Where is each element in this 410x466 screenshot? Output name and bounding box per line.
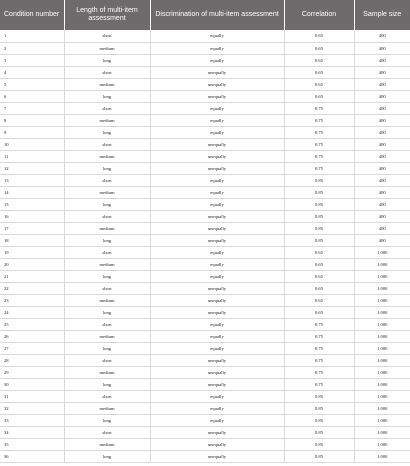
cell-sample-size: 1,000	[354, 306, 410, 318]
cell-condition-number: 12	[0, 162, 64, 174]
cell-length: long	[64, 378, 150, 390]
cell-correlation: 0.65	[284, 30, 354, 42]
cell-correlation: 0.75	[284, 162, 354, 174]
cell-discrimination: equally	[150, 102, 284, 114]
cell-sample-size: 1,000	[354, 390, 410, 402]
cell-sample-size: 1,000	[354, 282, 410, 294]
table-row	[0, 390, 410, 402]
table-row	[0, 414, 410, 426]
table-row	[0, 342, 410, 354]
cell-correlation: 0.85	[284, 390, 354, 402]
table-row	[0, 366, 410, 378]
cell-condition-number: 25	[0, 318, 64, 330]
cell-length: short	[64, 426, 150, 438]
table-header	[0, 0, 410, 30]
header-discrimination: Discrimination of multi-item assessment	[150, 0, 284, 30]
table-row	[0, 42, 410, 54]
header-row	[0, 0, 410, 30]
cell-condition-number: 9	[0, 126, 64, 138]
cell-correlation: 0.75	[284, 150, 354, 162]
cell-sample-size: 1,000	[354, 378, 410, 390]
table-row	[0, 186, 410, 198]
cell-length: medium	[64, 114, 150, 126]
cell-sample-size: 400	[354, 198, 410, 210]
cell-condition-number: 32	[0, 402, 64, 414]
cell-length: short	[64, 246, 150, 258]
table-row	[0, 138, 410, 150]
cell-length: long	[64, 306, 150, 318]
table-row	[0, 354, 410, 366]
cell-correlation: 0.65	[284, 258, 354, 270]
cell-correlation: 0.85	[284, 222, 354, 234]
cell-length: long	[64, 270, 150, 282]
cell-sample-size: 1,000	[354, 426, 410, 438]
cell-correlation: 0.85	[284, 450, 354, 462]
cell-sample-size: 400	[354, 186, 410, 198]
cell-condition-number: 15	[0, 198, 64, 210]
cell-sample-size: 400	[354, 138, 410, 150]
cell-sample-size: 1,000	[354, 318, 410, 330]
cell-sample-size: 1,000	[354, 294, 410, 306]
cell-sample-size: 1,000	[354, 270, 410, 282]
cell-correlation: 0.75	[284, 126, 354, 138]
table-row	[0, 378, 410, 390]
cell-sample-size: 400	[354, 78, 410, 90]
cell-length: long	[64, 90, 150, 102]
cell-discrimination: equally	[150, 186, 284, 198]
table-row	[0, 282, 410, 294]
cell-discrimination: unequally	[150, 222, 284, 234]
cell-correlation: 0.75	[284, 102, 354, 114]
cell-correlation: 0.65	[284, 90, 354, 102]
cell-condition-number: 28	[0, 354, 64, 366]
table-row	[0, 438, 410, 450]
cell-discrimination: unequally	[150, 426, 284, 438]
cell-condition-number: 21	[0, 270, 64, 282]
table-row	[0, 30, 410, 42]
cell-correlation: 0.85	[284, 210, 354, 222]
cell-correlation: 0.75	[284, 330, 354, 342]
cell-discrimination: unequally	[150, 354, 284, 366]
cell-condition-number: 4	[0, 66, 64, 78]
cell-discrimination: unequally	[150, 450, 284, 462]
cell-sample-size: 1,000	[354, 354, 410, 366]
cell-length: medium	[64, 186, 150, 198]
table-row	[0, 210, 410, 222]
cell-sample-size: 400	[354, 210, 410, 222]
table-row	[0, 330, 410, 342]
cell-condition-number: 27	[0, 342, 64, 354]
cell-length: short	[64, 102, 150, 114]
cell-sample-size: 400	[354, 234, 410, 246]
cell-discrimination: unequally	[150, 438, 284, 450]
cell-length: medium	[64, 222, 150, 234]
table-row	[0, 54, 410, 66]
cell-correlation: 0.85	[284, 426, 354, 438]
cell-length: medium	[64, 258, 150, 270]
cell-length: medium	[64, 330, 150, 342]
header-condition-number: Condition number	[0, 0, 64, 30]
cell-length: short	[64, 138, 150, 150]
cell-length: medium	[64, 294, 150, 306]
cell-discrimination: equally	[150, 258, 284, 270]
cell-discrimination: unequally	[150, 78, 284, 90]
cell-discrimination: equally	[150, 174, 284, 186]
cell-condition-number: 29	[0, 366, 64, 378]
cell-condition-number: 14	[0, 186, 64, 198]
cell-correlation: 0.85	[284, 438, 354, 450]
cell-sample-size: 400	[354, 90, 410, 102]
cell-condition-number: 33	[0, 414, 64, 426]
cell-correlation: 0.85	[284, 198, 354, 210]
cell-length: long	[64, 54, 150, 66]
cell-condition-number: 22	[0, 282, 64, 294]
cell-length: short	[64, 282, 150, 294]
cell-sample-size: 400	[354, 150, 410, 162]
cell-discrimination: unequally	[150, 306, 284, 318]
table-row	[0, 426, 410, 438]
cell-condition-number: 2	[0, 42, 64, 54]
cell-discrimination: equally	[150, 114, 284, 126]
cell-discrimination: unequally	[150, 66, 284, 78]
cell-correlation: 0.65	[284, 42, 354, 54]
cell-sample-size: 400	[354, 114, 410, 126]
table-row	[0, 450, 410, 462]
cell-length: short	[64, 66, 150, 78]
cell-condition-number: 36	[0, 450, 64, 462]
table-row	[0, 306, 410, 318]
table-row	[0, 198, 410, 210]
cell-condition-number: 7	[0, 102, 64, 114]
cell-condition-number: 34	[0, 426, 64, 438]
cell-condition-number: 1	[0, 30, 64, 42]
cell-sample-size: 1,000	[354, 246, 410, 258]
table-row	[0, 162, 410, 174]
table-row	[0, 222, 410, 234]
cell-condition-number: 18	[0, 234, 64, 246]
header-correlation: Correlation	[284, 0, 354, 30]
cell-sample-size: 1,000	[354, 342, 410, 354]
cell-correlation: 0.65	[284, 66, 354, 78]
cell-discrimination: unequally	[150, 90, 284, 102]
cell-correlation: 0.65	[284, 282, 354, 294]
cell-correlation: 0.75	[284, 318, 354, 330]
cell-length: medium	[64, 78, 150, 90]
cell-correlation: 0.75	[284, 354, 354, 366]
cell-condition-number: 5	[0, 78, 64, 90]
cell-correlation: 0.85	[284, 174, 354, 186]
table-row	[0, 174, 410, 186]
cell-correlation: 0.65	[284, 294, 354, 306]
cell-condition-number: 3	[0, 54, 64, 66]
cell-sample-size: 1,000	[354, 450, 410, 462]
cell-length: long	[64, 126, 150, 138]
cell-length: short	[64, 174, 150, 186]
cell-discrimination: unequally	[150, 150, 284, 162]
table-row	[0, 126, 410, 138]
cell-discrimination: equally	[150, 246, 284, 258]
cell-discrimination: equally	[150, 270, 284, 282]
cell-discrimination: equally	[150, 126, 284, 138]
table-row	[0, 102, 410, 114]
cell-correlation: 0.75	[284, 378, 354, 390]
cell-discrimination: unequally	[150, 210, 284, 222]
cell-condition-number: 24	[0, 306, 64, 318]
cell-condition-number: 19	[0, 246, 64, 258]
cell-condition-number: 8	[0, 114, 64, 126]
cell-length: medium	[64, 438, 150, 450]
cell-discrimination: equally	[150, 198, 284, 210]
cell-discrimination: equally	[150, 54, 284, 66]
cell-discrimination: unequally	[150, 162, 284, 174]
cell-correlation: 0.65	[284, 54, 354, 66]
table-body	[0, 30, 410, 462]
cell-discrimination: unequally	[150, 366, 284, 378]
cell-sample-size: 1,000	[354, 330, 410, 342]
cell-correlation: 0.65	[284, 78, 354, 90]
cell-discrimination: equally	[150, 30, 284, 42]
cell-sample-size: 400	[354, 162, 410, 174]
cell-condition-number: 16	[0, 210, 64, 222]
cell-length: medium	[64, 42, 150, 54]
cell-condition-number: 13	[0, 174, 64, 186]
cell-sample-size: 400	[354, 42, 410, 54]
cell-sample-size: 400	[354, 126, 410, 138]
cell-sample-size: 1,000	[354, 402, 410, 414]
cell-length: long	[64, 234, 150, 246]
cell-length: long	[64, 450, 150, 462]
cell-length: short	[64, 390, 150, 402]
cell-sample-size: 1,000	[354, 366, 410, 378]
cell-sample-size: 1,000	[354, 438, 410, 450]
cell-length: short	[64, 210, 150, 222]
cell-length: short	[64, 318, 150, 330]
cell-sample-size: 1,000	[354, 258, 410, 270]
table-row	[0, 294, 410, 306]
table-row	[0, 66, 410, 78]
table-row	[0, 150, 410, 162]
table-row	[0, 114, 410, 126]
table-row	[0, 78, 410, 90]
cell-length: short	[64, 354, 150, 366]
table-row	[0, 318, 410, 330]
cell-discrimination: unequally	[150, 378, 284, 390]
cell-length: medium	[64, 366, 150, 378]
cell-correlation: 0.85	[284, 402, 354, 414]
cell-discrimination: unequally	[150, 282, 284, 294]
table-row	[0, 402, 410, 414]
cell-sample-size: 400	[354, 30, 410, 42]
table-row	[0, 258, 410, 270]
cell-correlation: 0.65	[284, 246, 354, 258]
cell-sample-size: 1,000	[354, 414, 410, 426]
cell-discrimination: equally	[150, 42, 284, 54]
cell-length: long	[64, 198, 150, 210]
cell-correlation: 0.75	[284, 114, 354, 126]
cell-correlation: 0.85	[284, 414, 354, 426]
cell-sample-size: 400	[354, 66, 410, 78]
header-sample-size: Sample size	[354, 0, 410, 30]
cell-condition-number: 35	[0, 438, 64, 450]
cell-condition-number: 17	[0, 222, 64, 234]
cell-length: long	[64, 414, 150, 426]
cell-condition-number: 23	[0, 294, 64, 306]
cell-discrimination: equally	[150, 318, 284, 330]
cell-correlation: 0.85	[284, 234, 354, 246]
table-row	[0, 246, 410, 258]
cell-condition-number: 10	[0, 138, 64, 150]
cell-condition-number: 30	[0, 378, 64, 390]
cell-length: long	[64, 162, 150, 174]
cell-discrimination: equally	[150, 390, 284, 402]
cell-discrimination: unequally	[150, 138, 284, 150]
cell-correlation: 0.75	[284, 342, 354, 354]
cell-discrimination: equally	[150, 330, 284, 342]
cell-sample-size: 400	[354, 174, 410, 186]
cell-sample-size: 400	[354, 54, 410, 66]
cell-discrimination: equally	[150, 414, 284, 426]
cell-correlation: 0.75	[284, 366, 354, 378]
cell-length: medium	[64, 402, 150, 414]
cell-length: long	[64, 342, 150, 354]
cell-discrimination: equally	[150, 402, 284, 414]
table-row	[0, 90, 410, 102]
cell-discrimination: unequally	[150, 294, 284, 306]
cell-sample-size: 400	[354, 222, 410, 234]
cell-length: medium	[64, 150, 150, 162]
cell-correlation: 0.85	[284, 186, 354, 198]
cell-correlation: 0.65	[284, 306, 354, 318]
cell-condition-number: 31	[0, 390, 64, 402]
table-row	[0, 270, 410, 282]
cell-correlation: 0.75	[284, 138, 354, 150]
header-length: Length of multi-item assessment	[64, 0, 150, 30]
cell-condition-number: 20	[0, 258, 64, 270]
cell-condition-number: 11	[0, 150, 64, 162]
cell-condition-number: 6	[0, 90, 64, 102]
cell-discrimination: equally	[150, 342, 284, 354]
table-row	[0, 234, 410, 246]
cell-condition-number: 26	[0, 330, 64, 342]
cell-sample-size: 400	[354, 102, 410, 114]
cell-discrimination: unequally	[150, 234, 284, 246]
cell-correlation: 0.65	[284, 270, 354, 282]
cell-length: short	[64, 30, 150, 42]
